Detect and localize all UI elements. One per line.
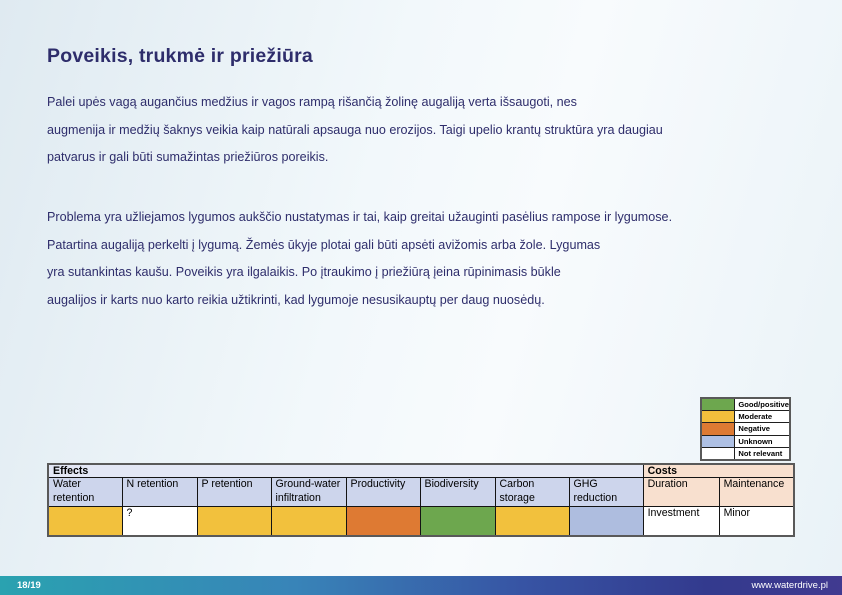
cell-water-retention xyxy=(48,507,122,536)
col-header-ghg-reduction: GHG reduction xyxy=(569,478,643,507)
paragraph-2-line: augalijos ir karts nuo karto reikia užtikrinti, kad lygumoje nesusikauptų per daug nuosėdų. xyxy=(47,292,545,307)
legend-row xyxy=(701,435,790,447)
cell-p-retention xyxy=(197,507,271,536)
cell-maintenance-value: Minor xyxy=(719,507,794,536)
cell-carbon-storage xyxy=(495,507,569,536)
paragraph-2-line: yra sutankintas kaušu. Poveikis yra ilgalaikis. Po įtraukimo į priežiūrą įeina rūpinimasis būkle xyxy=(47,265,561,280)
page-number: 18/19 xyxy=(17,580,41,591)
col-header-water-retention: Water retention xyxy=(48,478,122,507)
footer-bar xyxy=(0,576,842,595)
effects-costs-table xyxy=(47,463,795,537)
col-header-duration: Duration xyxy=(643,478,719,507)
legend-label: Unknown xyxy=(735,435,790,447)
legend-row xyxy=(701,423,790,435)
color-legend xyxy=(700,397,791,461)
cell-ghg-reduction xyxy=(569,507,643,536)
col-header-maintenance: Maintenance xyxy=(719,478,794,507)
col-header-n-retention: N retention xyxy=(122,478,197,507)
legend-label: Good/positive xyxy=(735,398,790,410)
table-section-row xyxy=(48,464,794,478)
cell-biodiversity xyxy=(420,507,495,536)
paragraph-2-line: Problema yra užliejamos lygumos aukščio nustatymas ir tai, kaip greitai užauginti pasėlius rampose ir lygumose. xyxy=(47,210,673,224)
legend-swatch-good xyxy=(701,398,735,410)
legend-row xyxy=(701,398,790,410)
website-link[interactable]: www.waterdrive.pl xyxy=(751,580,828,591)
col-header-p-retention: P retention xyxy=(197,478,271,507)
paragraph-1-line: Palei upės vagą augančius medžius ir vagos rampą rišančią žolinę augaliją verta išsaugoti, nes xyxy=(47,95,577,109)
legend-swatch-not-relevant xyxy=(701,448,735,460)
paragraph-1 xyxy=(47,89,663,172)
legend-row xyxy=(701,448,790,460)
paragraph-1-line: augmenija ir medžių šaknys veikia kaip natūrali apsauga nuo erozijos. Taigi upelio krantų struktūra yra daugiau xyxy=(47,122,663,137)
cell-n-retention: ? xyxy=(122,507,197,536)
legend-swatch-moderate xyxy=(701,410,735,422)
col-header-biodiversity: Biodiversity xyxy=(420,478,495,507)
effects-section-header: Effects xyxy=(48,464,643,478)
legend-swatch-negative xyxy=(701,423,735,435)
legend-label: Negative xyxy=(735,423,790,435)
col-header-carbon-storage: Carbon storage xyxy=(495,478,569,507)
legend-row xyxy=(701,410,790,422)
table-header-row xyxy=(48,478,794,507)
cell-groundwater-infiltration xyxy=(271,507,346,536)
paragraph-2-line: Patartina augaliją perkelti į lygumą. Žemės ūkyje plotai gali būti apsėti avižomis arba žole. Lygumas xyxy=(47,237,601,252)
paragraph-1-line: patvarus ir gali būti sumažintas priežiūros poreikis. xyxy=(47,150,329,165)
col-header-productivity: Productivity xyxy=(346,478,420,507)
legend-label: Not relevant xyxy=(735,448,790,460)
table-data-row xyxy=(48,507,794,536)
legend-swatch-unknown xyxy=(701,435,735,447)
paragraph-2 xyxy=(47,204,672,314)
legend-label: Moderate xyxy=(735,410,790,422)
page-title: Poveikis, trukmė ir priežiūra xyxy=(47,45,313,67)
costs-section-header: Costs xyxy=(643,464,794,478)
col-header-groundwater-infiltration: Ground-water infiltration xyxy=(271,478,346,507)
cell-productivity xyxy=(346,507,420,536)
cell-duration-value: Investment xyxy=(643,507,719,536)
